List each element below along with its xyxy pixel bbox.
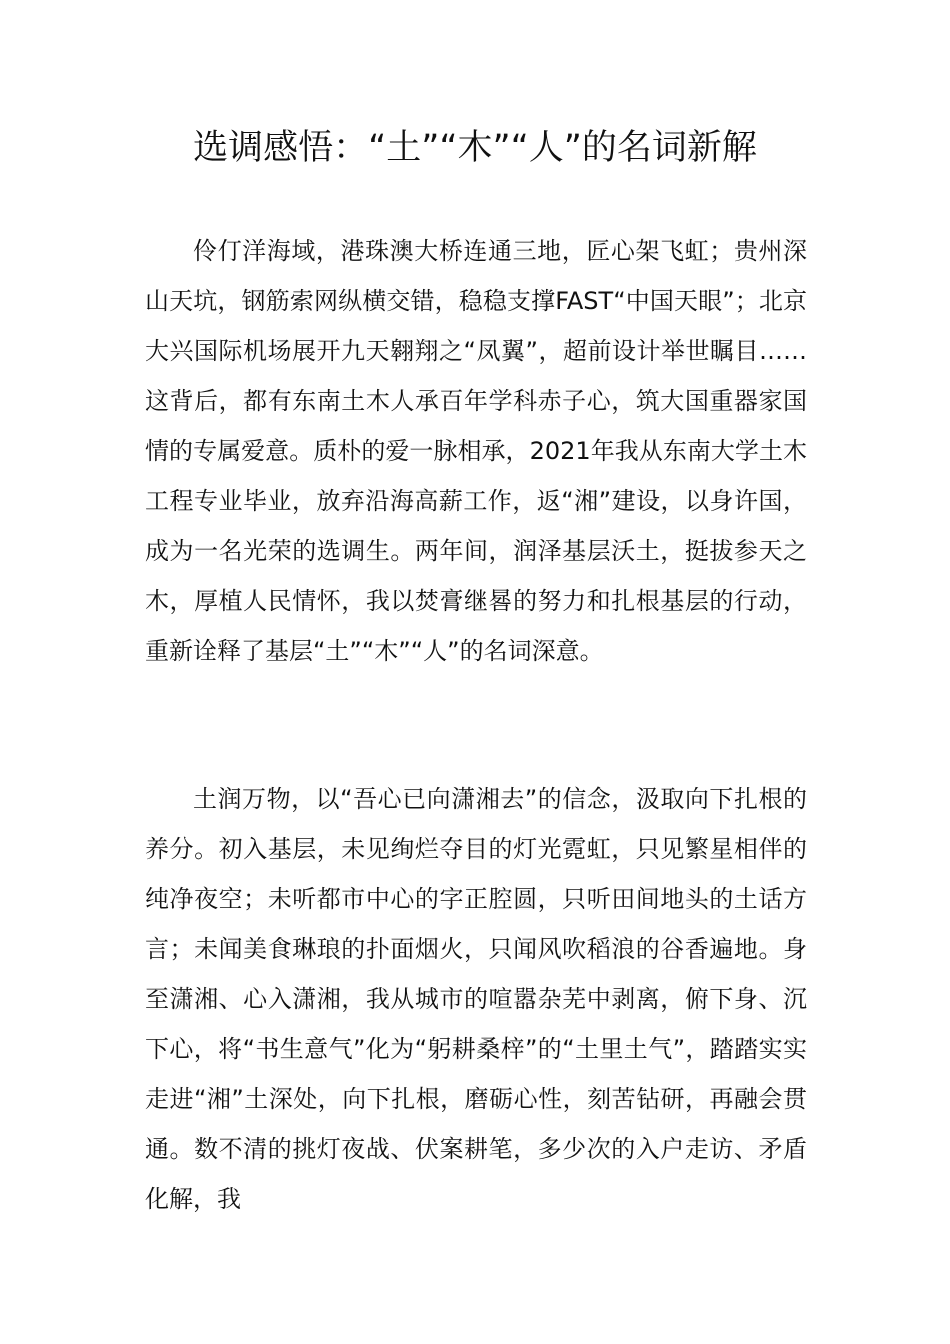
paragraph-2: 土润万物，以“吾心已向潇湘去”的信念，汲取向下扎根的养分。初入基层，未见绚烂夺目的灯光霓虹，只见繁星相伴的纯净夜空；未听都市中心的字正腔圆，只听田间地头的土话方言；未闻美食琳琅的扑面烟火，只闻风吹稻浪的谷香遍地。身至潇湘、心入潇湘，我从城市的喧嚣杂芜中剥离，俯下身、沉下心，将“书生意气”化为“躬耕桑梓”的“土里土气”，踏踏实实走进“湘”土深处，向下扎根，磨砺心性，刻苦钻研，再融会贯通。数不清的挑灯夜战、伏案耕笔，多少次的入户走访、矛盾化解，我: [145, 785, 807, 1213]
paragraph-1: 伶仃洋海域，港珠澳大桥连通三地，匠心架飞虹；贵州深山天坑，钢筋索网纵横交错，稳稳支撑FAST“中国天眼”；北京大兴国际机场展开九天翱翔之“凤翼”，超前设计举世瞩目……这背后，都有东南土木人承百年学科赤子心，筑大国重器家国情的专属爱意。质朴的爱一脉相承，2021年我从东南大学土木工程专业毕业，放弃沿海高薪工作，返“湘”建设，以身许国，成为一名光荣的选调生。两年间，润泽基层沃土，挺拔参天之木，厚植人民情怀，我以焚膏继晷的努力和扎根基层的行动，重新诠释了基层“土”“木”“人”的名词深意。: [145, 237, 807, 665]
document-title: 选调感悟：“土”“木”“人”的名词新解: [193, 128, 757, 168]
